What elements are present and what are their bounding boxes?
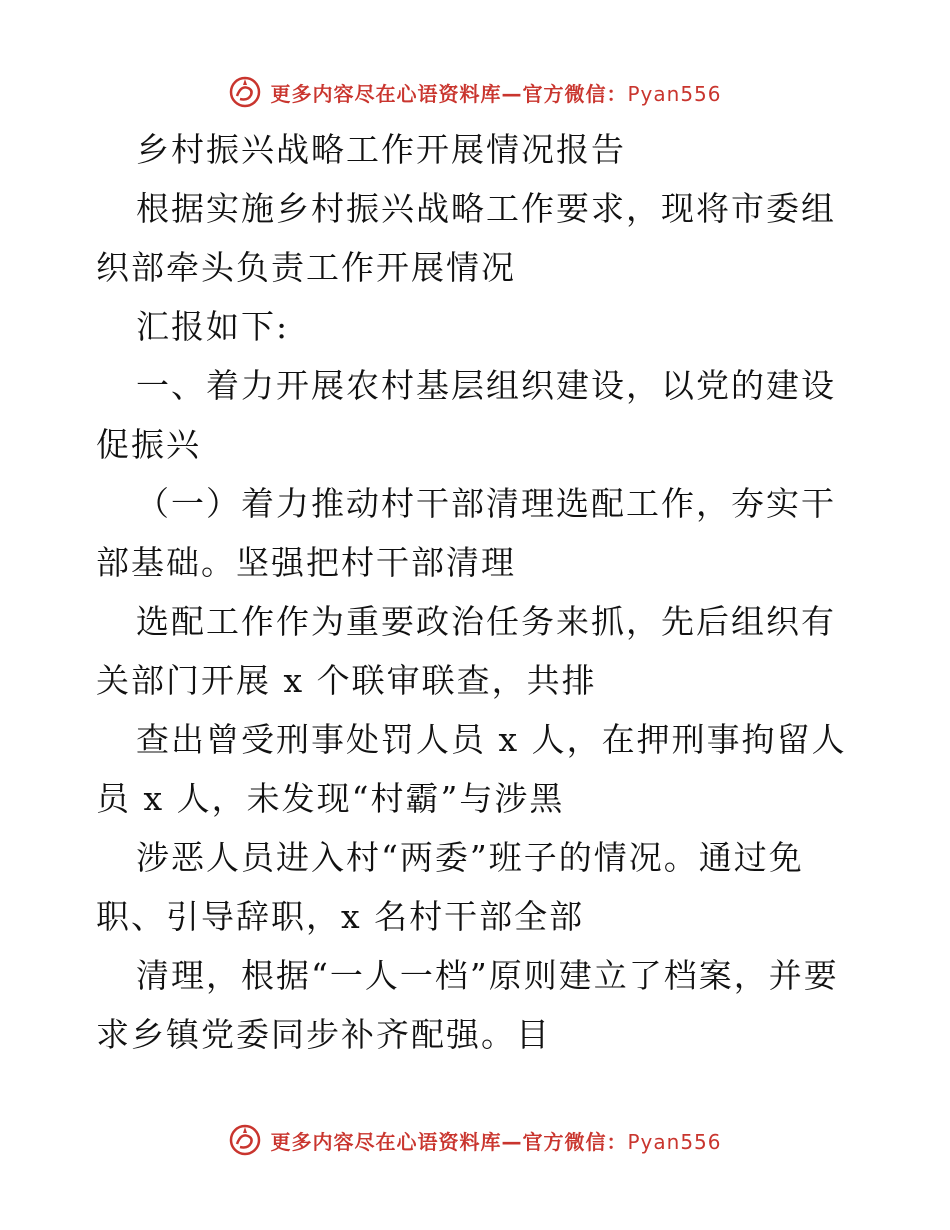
paragraph: 涉恶人员进入村“两委”班子的情况。通过免职、引导辞职，x 名村干部全部 (96, 838, 804, 936)
watermark-banner-bottom (0, 1118, 950, 1162)
watermark-text: 更多内容尽在心语资料库—官方微信：Pyan556 (270, 1129, 722, 1154)
subsection-heading: （一）着力推动村干部清理选配工作，夯实干部基础。坚强把村干部清理 (96, 484, 836, 582)
sx-logo-icon (228, 1123, 262, 1157)
paragraph: 清理，根据“一人一档”原则建立了档案，并要求乡镇党委同步补齐配强。目 (96, 956, 839, 1054)
document-body (96, 120, 856, 1064)
paragraph: 根据实施乡村振兴战略工作要求，现将市委组织部牵头负责工作开展情况 (96, 189, 836, 287)
document-title: 乡村振兴战略工作开展情况报告 (136, 130, 626, 169)
watermark-handle: Pyan556 (627, 81, 722, 106)
paragraph: 汇报如下: (136, 307, 290, 346)
paragraph: 查出曾受刑事处罚人员 x 人，在押刑事拘留人员 x 人，未发现“村霸”与涉黑 (96, 720, 847, 818)
watermark-handle: Pyan556 (627, 1129, 722, 1154)
sx-logo-icon (228, 75, 262, 109)
paragraph: 选配工作作为重要政治任务来抓，先后组织有关部门开展 x 个联审联查，共排 (96, 602, 836, 700)
watermark-banner-top (0, 70, 950, 114)
section-heading: 一、着力开展农村基层组织建设，以党的建设促振兴 (96, 366, 836, 464)
watermark-text: 更多内容尽在心语资料库—官方微信：Pyan556 (270, 81, 722, 106)
